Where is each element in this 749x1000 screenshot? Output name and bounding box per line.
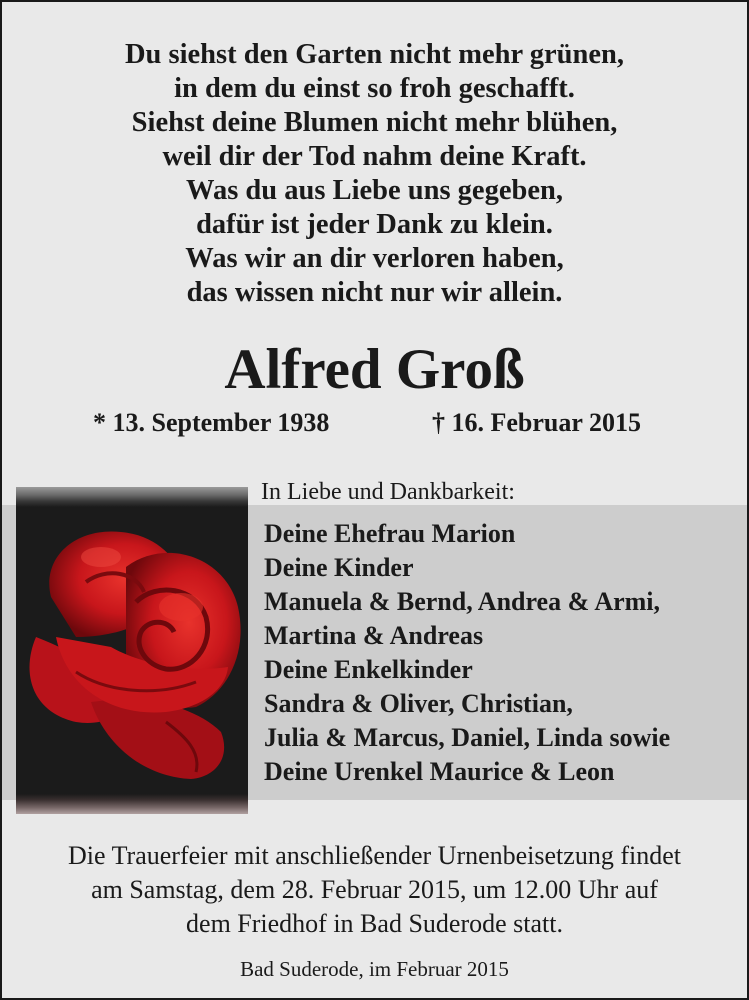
mourner-line: Deine Ehefrau Marion [264,519,516,548]
rose-photo [16,487,248,814]
red-rose-icon [16,487,248,814]
ceremony-line: Die Trauerfeier mit anschließender Urnenbeisetzung findet [68,841,681,870]
mourner-line: Julia & Marcus, Daniel, Linda sowie [264,723,671,752]
photo-frame-bottom [16,794,248,814]
poem-line: Was wir an dir verloren haben, [185,243,564,274]
poem-line: Was du aus Liebe uns gegeben, [186,175,563,206]
ceremony-line: am Samstag, dem 28. Februar 2015, um 12.00 Uhr auf [91,875,658,904]
mourner-line: Deine Kinder [264,553,414,582]
poem-line: dafür ist jeder Dank zu klein. [196,209,553,240]
birth-date: * 13. September 1938 [93,408,330,437]
mourner-line: Sandra & Oliver, Christian, [264,689,573,718]
mourner-line: Martina & Andreas [264,621,484,650]
deceased-name: Alfred Groß [224,338,525,401]
mourner-line: Deine Urenkel Maurice & Leon [264,757,615,786]
poem [2,38,747,310]
poem-line: Du siehst den Garten nicht mehr grünen, [124,39,625,70]
ceremony-line: dem Friedhof in Bad Suderode statt. [186,909,563,938]
ceremony-info [2,839,747,941]
mourners-intro: In Liebe und Dankbarkeit: [261,479,515,505]
mourner-line: Deine Enkelkinder [264,655,473,684]
mourner-line: Manuela & Bernd, Andrea & Armi, [264,587,661,616]
place-and-date: Bad Suderode, im Februar 2015 [240,957,509,981]
poem-line: Siehst deine Blumen nicht mehr blühen, [131,107,618,138]
poem-line: weil dir der Tod nahm deine Kraft. [162,141,587,172]
poem-line: in dem du einst so froh geschafft. [174,73,575,104]
death-date: † 16. Februar 2015 [432,408,641,437]
poem-line: das wissen nicht nur wir allein. [186,277,563,308]
mourners-list [264,517,670,789]
